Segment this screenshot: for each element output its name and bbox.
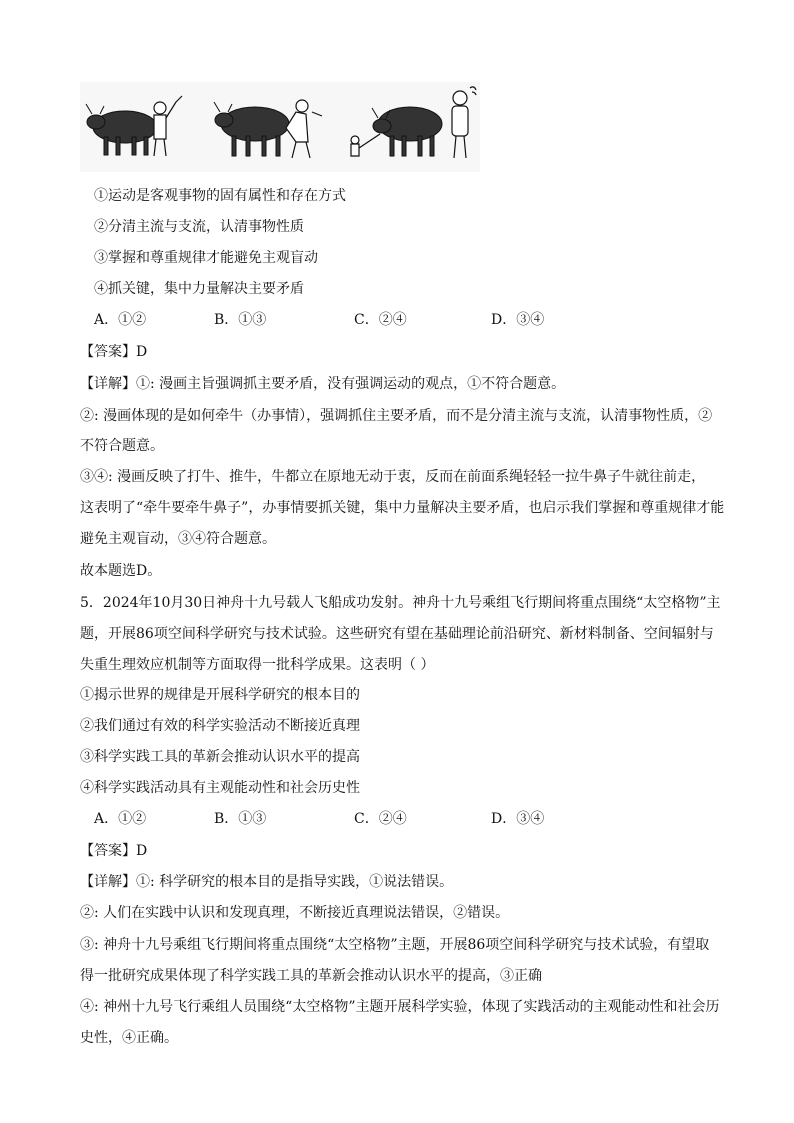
q5-statement-4: ④科学实践活动具有主观能动性和社会历史性 xyxy=(80,780,360,796)
q5-detail-6: 史性，④正确。 xyxy=(80,1030,178,1046)
q5-detail-1: 【详解】①: 科学研究的根本目的是指导实践，①说法错误。 xyxy=(80,874,454,890)
q4-detail-7: 故本题选D。 xyxy=(80,563,162,579)
q4-answer: 【答案】D xyxy=(80,344,148,360)
q5-option-b: B．①③ xyxy=(214,811,267,827)
q4-statement-1: ①运动是客观事物的固有属性和存在方式 xyxy=(94,188,346,204)
q4-option-c: C．②④ xyxy=(354,312,407,328)
q5-detail-5: ④: 神州十九号飞行乘组人员围绕“太空格物”主题开展科学实验，体现了实践活动的主观能动性和社会历 xyxy=(80,999,720,1015)
q4-statement-3: ③掌握和尊重规律才能避免主观盲动 xyxy=(94,250,318,266)
q4-detail-5: 这表明了“牵牛要牵牛鼻子”，办事情要抓关键，集中力量解决主要矛盾，也启示我们掌握和尊重规律才能 xyxy=(80,500,725,516)
q4-option-b: B．①③ xyxy=(214,312,267,328)
q5-stem-3: 失重生理效应机制等方面取得一批科学成果。这表明（ ） xyxy=(80,657,435,673)
q5-option-a: A．①② xyxy=(94,811,147,827)
q4-option-d: D．③④ xyxy=(491,312,545,328)
q4-detail-2: ②: 漫画体现的是如何牵牛（办事情），强调抓住主要矛盾，而不是分清主流与支流，认清事物性质，② xyxy=(80,408,713,424)
q4-detail-6: 避免主观盲动，③④符合题意。 xyxy=(80,531,276,547)
q4-detail-1: 【详解】①: 漫画主旨强调抓主要矛盾，没有强调运动的观点，①不符合题意。 xyxy=(80,376,566,392)
q5-detail-3: ③: 神舟十九号乘组飞行期间将重点围绕“太空格物”主题，开展86项空间科学研究与技术试验，有望取 xyxy=(80,937,710,953)
ox-cartoon-image xyxy=(80,82,480,172)
q5-statement-3: ③科学实践工具的革新会推动认识水平的提高 xyxy=(80,749,360,765)
q4-statement-4: ④抓关键，集中力量解决主要矛盾 xyxy=(94,281,304,297)
q5-statement-1: ①揭示世界的规律是开展科学研究的根本目的 xyxy=(80,687,360,703)
q5-answer: 【答案】D xyxy=(80,843,148,859)
q5-option-d: D．③④ xyxy=(491,811,545,827)
q5-stem-1: 5．2024年10月30日神舟十九号载人飞船成功发射。神舟十九号乘组飞行期间将重点围绕“太空格物”主 xyxy=(80,595,721,611)
q4-option-a: A．①② xyxy=(94,312,147,328)
q5-stem-2: 题，开展86项空间科学研究与技术试验。这些研究有望在基础理论前沿研究、新材料制备、空间辐射与 xyxy=(80,626,714,642)
q4-detail-4: ③④: 漫画反映了打牛、推牛，牛都立在原地无动于衷，反而在前面系绳轻轻一拉牛鼻子牛就往前走， xyxy=(80,469,706,485)
q4-detail-3: 不符合题意。 xyxy=(80,438,164,454)
q5-option-c: C．②④ xyxy=(354,811,407,827)
q5-detail-2: ②: 人们在实践中认识和发现真理，不断接近真理说法错误，②错误。 xyxy=(80,905,510,921)
q5-detail-4: 得一批研究成果体现了科学实践工具的革新会推动认识水平的提高，③正确 xyxy=(80,968,542,984)
q4-statement-2: ②分清主流与支流，认清事物性质 xyxy=(94,219,304,235)
cartoon-illustration xyxy=(80,82,480,172)
q5-statement-2: ②我们通过有效的科学实验活动不断接近真理 xyxy=(80,718,360,734)
